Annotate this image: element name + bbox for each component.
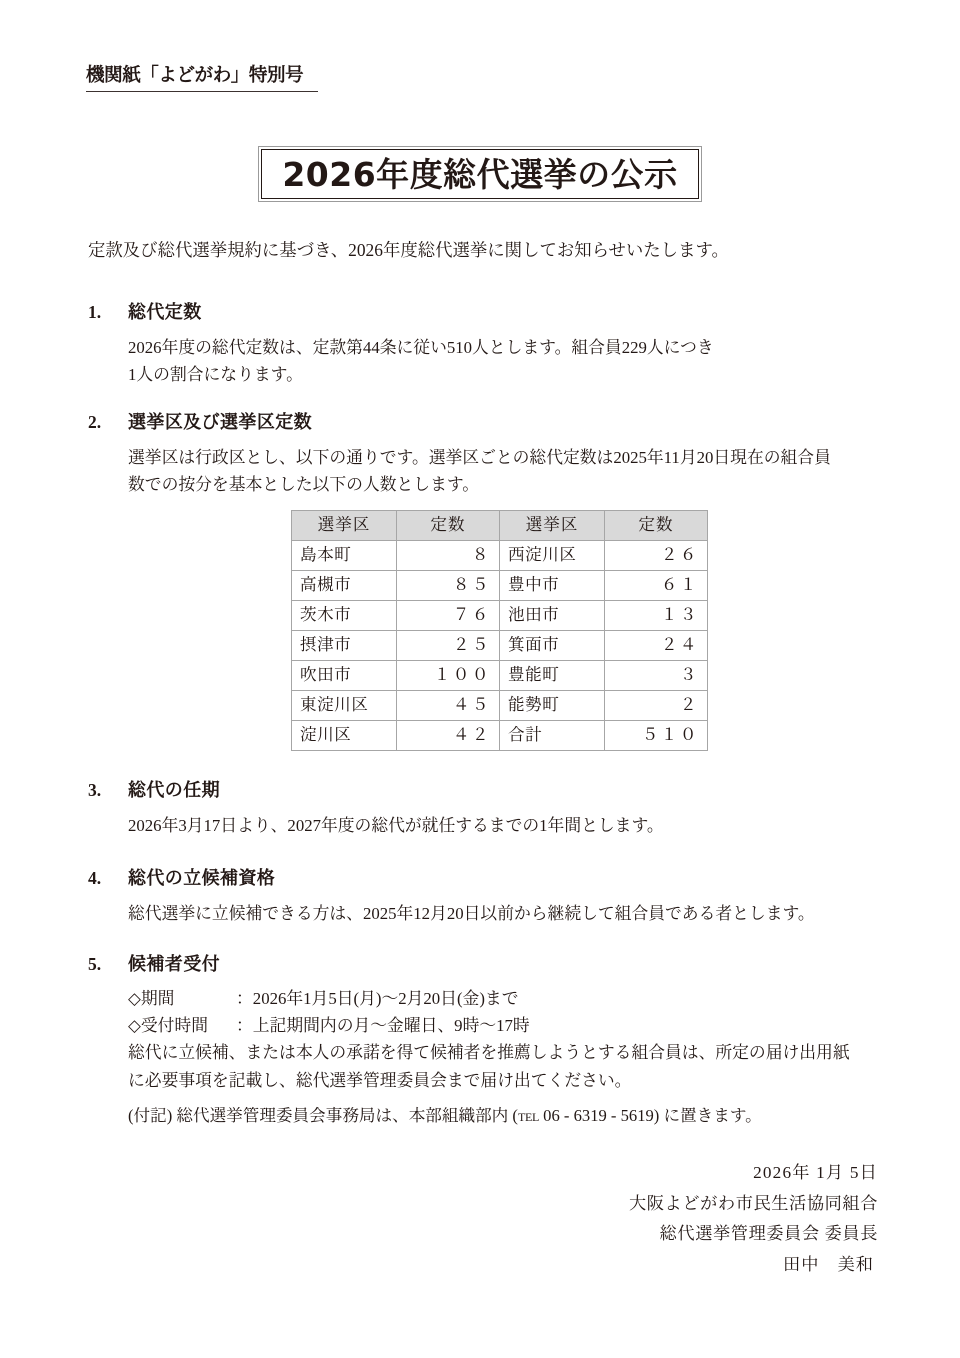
district-quota-table-wrapper: [291, 510, 708, 751]
section-4-heading: [88, 866, 815, 891]
table-row: [292, 721, 708, 751]
section-2-heading: [88, 410, 831, 435]
cell-district-left: 東淀川区: [292, 691, 397, 721]
section-1-title: 総代定数: [128, 302, 202, 322]
cell-district-left: 茨木市: [292, 601, 397, 631]
postscript-suffix: ) に置きます。: [653, 1106, 762, 1125]
signature-organization: 大阪よどがわ市民生活協同組合: [628, 1193, 878, 1213]
section-2-number: 2.: [88, 412, 102, 432]
cell-district-right: 能勢町: [500, 691, 605, 721]
section-1-body: [128, 334, 714, 388]
section-2-line-1: 選挙区は行政区とし、以下の通りです。選挙区ごとの総代定数は2025年11月20日現在の組合員: [128, 447, 831, 467]
page-title: 2026年度総代選挙の公示: [282, 154, 678, 194]
cell-quota-left: ８５: [397, 571, 500, 601]
section-5-line-1: 総代に立候補、または本人の承諾を得て候補者を推薦しようとする組合員は、所定の届け出用紙: [128, 1043, 850, 1063]
district-quota-table: [291, 510, 708, 751]
table-head: [292, 511, 708, 541]
cell-quota-left: １００: [397, 661, 500, 691]
reception-hours-value: 上記期間内の月〜金曜日、9時〜17時: [252, 1015, 530, 1035]
cell-quota-right: ２４: [605, 631, 708, 661]
cell-total-value: ５１０: [605, 721, 708, 751]
cell-total-label: 合計: [500, 721, 605, 751]
section-5-number: 5.: [88, 954, 102, 974]
cell-district-left: 摂津市: [292, 631, 397, 661]
section-1-line-2: 1人の割合になります。: [128, 364, 303, 384]
table-row: [292, 691, 708, 721]
reception-period-separator: ：: [236, 988, 253, 1008]
table-row: [292, 571, 708, 601]
cell-district-left: 吹田市: [292, 661, 397, 691]
reception-period-label: ◇期間: [128, 988, 175, 1008]
section-3-heading: [88, 778, 664, 803]
section-5-title: 候補者受付: [128, 954, 220, 974]
cell-district-right: 豊中市: [500, 571, 605, 601]
section-5-heading: [88, 952, 850, 977]
column-header-district-left: 選挙区: [292, 511, 397, 541]
masthead: [86, 66, 318, 92]
postscript-telephone-number: 06 - 6319 - 5619: [539, 1106, 654, 1125]
section-1-heading: [88, 300, 714, 325]
cell-quota-right: ６１: [605, 571, 708, 601]
cell-quota-left: ７６: [397, 601, 500, 631]
postscript-note: [128, 1104, 762, 1129]
reception-period-item: [128, 986, 850, 1013]
section-2-line-2: 数での按分を基本とした以下の人数とします。: [128, 474, 480, 494]
cell-district-left: 高槻市: [292, 571, 397, 601]
cell-quota-left: ８: [397, 541, 500, 571]
section-5-line-2: に必要事項を記載し、総代選挙管理委員会まで届け出てください。: [128, 1070, 632, 1090]
table-row: [292, 661, 708, 691]
cell-district-left: 淀川区: [292, 721, 397, 751]
table-row: [292, 541, 708, 571]
reception-period-value: 2026年1月5日(月)〜2月20日(金)まで: [252, 988, 519, 1008]
cell-quota-right: １３: [605, 601, 708, 631]
section-1: [88, 300, 714, 388]
intro-paragraph: 定款及び総代選挙規約に基づき、2026年度総代選挙に関してお知らせいたします。: [88, 240, 729, 260]
table-row: [292, 601, 708, 631]
column-header-quota-left: 定数: [397, 511, 500, 541]
section-3-title: 総代の任期: [128, 780, 220, 800]
table-body: [292, 541, 708, 751]
masthead-text: 機関紙「よどがわ」特別号: [86, 65, 304, 86]
reception-hours-separator: ：: [236, 1015, 253, 1035]
section-4-number: 4.: [88, 868, 102, 888]
section-4: [88, 866, 815, 927]
column-header-quota-right: 定数: [605, 511, 708, 541]
cell-district-right: 箕面市: [500, 631, 605, 661]
signature-name: 田中 美和: [783, 1254, 874, 1274]
document-title-box: [258, 146, 702, 202]
signature-block: [629, 1158, 878, 1280]
reception-hours-item: [128, 1013, 850, 1040]
section-2-title: 選挙区及び選挙区定数: [128, 412, 312, 432]
cell-district-right: 西淀川区: [500, 541, 605, 571]
section-2-body: [128, 444, 831, 498]
section-3-number: 3.: [88, 780, 102, 800]
cell-quota-right: ３: [605, 661, 708, 691]
cell-quota-left: ２５: [397, 631, 500, 661]
section-3-line-1: 2026年3月17日より、2027年度の総代が就任するまでの1年間とします。: [128, 815, 664, 835]
telephone-icon: TEL: [517, 1110, 540, 1124]
table-header-row: [292, 511, 708, 541]
signature-date: 2026年 1月 5日: [753, 1163, 878, 1182]
cell-district-right: 池田市: [500, 601, 605, 631]
section-5: [88, 952, 850, 1094]
document-title-box-inner: [261, 149, 699, 199]
signature-role: 総代選挙管理委員会 委員長: [659, 1224, 878, 1244]
cell-quota-right: ２６: [605, 541, 708, 571]
section-2: [88, 410, 831, 498]
table-row: [292, 631, 708, 661]
section-3-body: [128, 812, 664, 839]
reception-hours-label: ◇受付時間: [128, 1015, 209, 1035]
column-header-district-right: 選挙区: [500, 511, 605, 541]
cell-district-left: 島本町: [292, 541, 397, 571]
section-4-body: [128, 900, 815, 927]
section-5-detail-list: [128, 986, 850, 1094]
section-4-line-1: 総代選挙に立候補できる方は、2025年12月20日以前から継続して組合員である者とします。: [128, 903, 815, 923]
cell-quota-left: ４２: [397, 721, 500, 751]
section-1-number: 1.: [88, 302, 102, 322]
section-3: [88, 778, 664, 839]
postscript-prefix: (付記) 総代選挙管理委員会事務局は、本部組織部内 (: [128, 1106, 518, 1125]
cell-quota-left: ４５: [397, 691, 500, 721]
cell-district-right: 豊能町: [500, 661, 605, 691]
cell-quota-right: ２: [605, 691, 708, 721]
section-1-line-1: 2026年度の総代定数は、定款第44条に従い510人とします。組合員229人につき: [128, 337, 714, 357]
section-4-title: 総代の立候補資格: [128, 868, 276, 888]
